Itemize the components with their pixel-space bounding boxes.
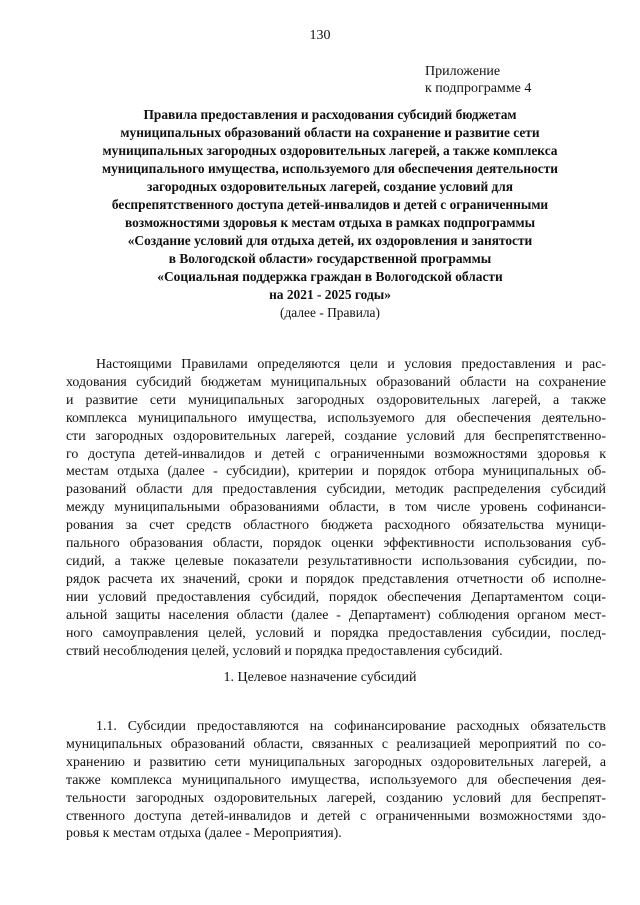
paragraph-line: рования за счет средств областного бюджета расходного обязательства муници- [66,518,606,534]
appendix-line: к подпрограмме 4 [425,81,532,96]
appendix-line: Приложение [425,64,501,79]
paragraph-line: комплекса муниципального имущества, используемого для обеспечения деятельно- [66,410,606,426]
paragraph-line: сти загородных оздоровительных лагерей, создание условий для беспрепятственно- [66,428,606,444]
paragraph-line: ного самоуправления целей, условий и порядка предоставления субсидии, послед- [66,625,606,641]
paragraph-line: 1.1. Субсидии предоставляются на софинансирование расходных обязательств [96,719,606,734]
paragraph-line: го доступа детей-инвалидов и детей с ограниченными возможностями здоровья к [66,446,606,462]
paragraph-line: хранению и развитию сети муниципальных загородных оздоровительных лагерей, а [66,754,606,770]
title-line: загородных оздоровительных лагерей, создание условий для [146,179,514,194]
paragraph-line: альной защиты населения области (далее - Департамент) соблюдения органом мест- [66,607,606,623]
page-number: 130 [309,28,331,43]
paragraph-line: муниципальных образований области, связанных с реализацией мероприятий по со- [66,736,606,752]
title-line: Правила предоставления и расходования субсидий бюджетам [143,107,517,122]
document-title [60,106,600,322]
paragraph-line: ровья к местам отдыха (далее - Мероприятия). [66,826,342,842]
title-line: муниципальных образований области на сохранение и развитие сети [120,125,540,140]
title-line: «Социальная поддержка граждан в Вологодской области [157,269,503,284]
paragraph-line: тельности загородных оздоровительных лагерей, созданию условий для беспрепят- [66,790,606,806]
clause-1-1 [66,718,606,843]
title-line: на 2021 - 2025 годы» [269,287,391,302]
paragraph-line: нии условий предоставления субсидий, порядок обеспечения Департаментом соци- [66,589,606,605]
paragraph-line: Настоящими Правилами определяются цели и условия предоставления и рас- [96,357,606,372]
title-line: возможностями здоровья к местам отдыха в рамках подпрограммы [124,215,536,230]
appendix-note [425,63,531,97]
paragraph-line: и развитие сети муниципальных загородных оздоровительных лагерей, а также [66,392,606,408]
title-subtitle: (далее - Правила) [280,305,380,320]
paragraph-line: пального образования области, порядок оценки эффективности использования суб- [66,536,606,552]
paragraph-line: ствий несоблюдения целей, условий и порядка предоставления субсидий. [66,643,503,659]
paragraph-line: также комплекса муниципального имущества, используемого для обеспечения дея- [66,772,606,788]
title-line: беспрепятственного доступа детей-инвалидов и детей с ограниченными [111,197,549,212]
title-line: муниципальных загородных оздоровительных лагерей, а также комплекса [102,143,558,158]
paragraph-line: сидий, а также целевые показатели результативности использования субсидии, по- [66,553,606,569]
section-heading: 1. Целевое назначение субсидий [223,670,417,685]
paragraph-line: ходования субсидий бюджетам муниципальных образований области на сохранение [66,374,606,390]
paragraph-line: ственного доступа детей-инвалидов и детей с ограниченными возможностями здо- [66,808,606,824]
intro-paragraph [66,356,606,660]
paragraph-line: рядок расчета их значений, сроки и порядок представления отчетности об исполне- [66,571,606,587]
paragraph-line: разований области для предоставления субсидии, методик распределения субсидий [66,482,606,498]
title-line: «Создание условий для отдыха детей, их оздоровления и занятости [127,233,533,248]
title-line: муниципального имущества, используемого для обеспечения деятельности [101,161,559,176]
title-line: в Вологодской области» государственной программы [168,251,492,266]
paragraph-line: местам отдыха (далее - субсидии), критерии и порядок отбора муниципальных об- [66,464,606,480]
paragraph-line: между муниципальными образованиями области, в том числе уровень софинанси- [66,500,606,516]
